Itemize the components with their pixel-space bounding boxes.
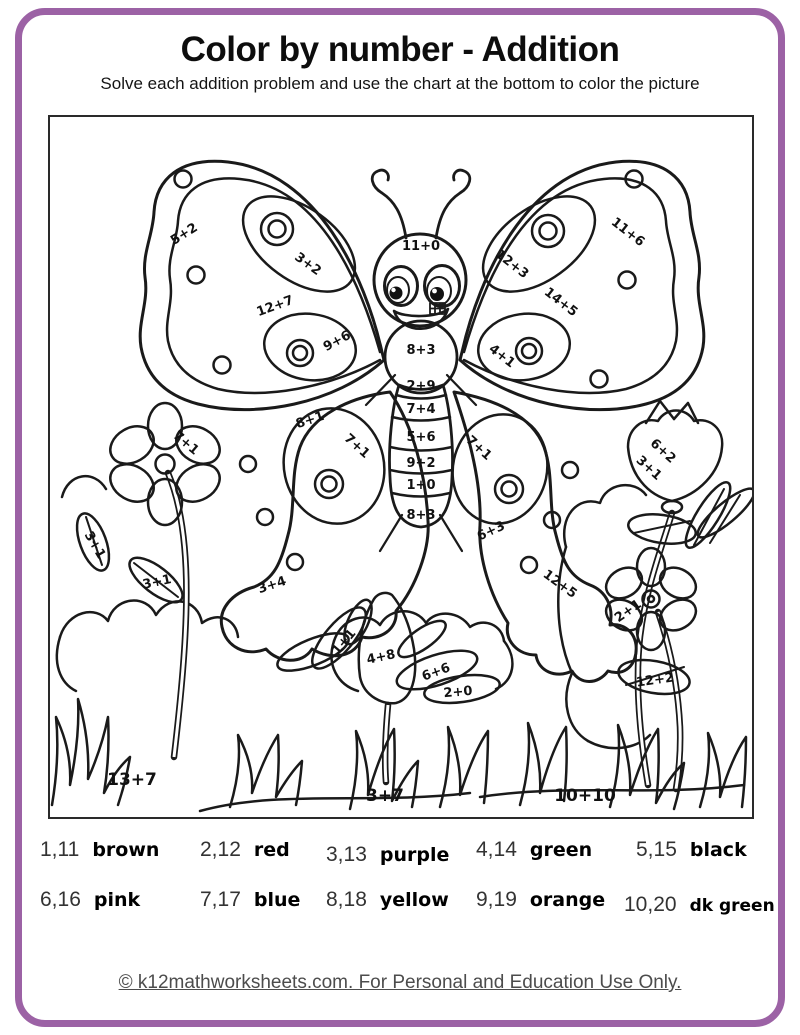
problem-label: 9+6 — [320, 328, 354, 355]
chart-cell — [326, 843, 449, 867]
problem-label: 8+3 — [406, 343, 436, 358]
chart-cell — [200, 888, 300, 912]
chart-numbers: 10,20 — [624, 893, 677, 916]
right-daisy-petals — [601, 548, 702, 650]
upper-left-wing — [140, 161, 384, 409]
chart-numbers: 3,13 — [326, 843, 367, 866]
left-daisy-petals — [104, 403, 227, 525]
chart-cell — [40, 838, 159, 862]
problem-label: 7+1 — [340, 431, 373, 462]
footer — [0, 972, 800, 994]
chart-color-name: green — [529, 839, 593, 861]
chart-cell — [326, 888, 449, 912]
problem-label: 6+6 — [419, 660, 453, 685]
problem-label: 12+5 — [539, 567, 580, 602]
chart-color-name: black — [689, 839, 747, 861]
problem-label: 3+1 — [141, 572, 173, 593]
problem-label: 8+1 — [294, 408, 327, 433]
problem-label: 3+4 — [256, 573, 289, 598]
problem-label: 12+2 — [635, 670, 675, 691]
problem-label: 5+2 — [168, 220, 201, 249]
antennae — [372, 170, 470, 238]
problem-label: 10+10 — [554, 786, 616, 806]
problem-label: 7+4 — [406, 402, 436, 417]
eyes — [385, 266, 460, 307]
upper-right-wing — [460, 161, 704, 409]
chart-numbers: 1,11 — [40, 838, 80, 861]
problem-label: 14+5 — [541, 284, 581, 321]
chart-color-name: purple — [379, 844, 450, 866]
butterfly-illustration — [50, 117, 752, 817]
chart-numbers: 6,16 — [40, 888, 81, 911]
coloring-picture-frame — [48, 115, 754, 819]
chart-color-name: blue — [253, 889, 301, 911]
problem-label: 6+3 — [474, 518, 508, 545]
lower-left-wing — [221, 392, 428, 660]
chart-numbers: 8,18 — [326, 888, 367, 911]
problem-label: 1+1 — [329, 626, 360, 659]
problem-label: 5+6 — [406, 430, 436, 445]
page-subtitle: Solve each addition problem and use the chart at the bottom to color the picture — [100, 74, 700, 93]
problem-label: 7+1 — [462, 433, 495, 464]
chart-color-name: pink — [93, 889, 141, 911]
footer-copyright-link[interactable]: © k12mathworksheets.com. For Personal and Education Use Only. — [118, 972, 682, 993]
problem-label: 11+0 — [401, 239, 441, 254]
chart-numbers: 7,17 — [200, 888, 241, 911]
problem-label: 3+7 — [366, 786, 404, 806]
problem-label: 8+3 — [406, 508, 436, 523]
chart-cell — [476, 838, 592, 862]
chart-numbers: 5,15 — [636, 838, 677, 861]
problem-label: 2+0 — [442, 683, 474, 702]
problem-label: 6+2 — [646, 436, 679, 467]
problem-label: 11+6 — [608, 214, 648, 251]
chart-cell — [476, 888, 605, 912]
problem-label: 12+7 — [254, 292, 296, 321]
problem-label: 3+2 — [291, 249, 324, 279]
color-chart — [0, 830, 800, 940]
chart-numbers: 2,12 — [200, 838, 241, 861]
problem-label: 4+1 — [485, 341, 518, 372]
problem-label: 3+1 — [632, 453, 665, 484]
problem-label: 2+1 — [612, 596, 645, 626]
chart-color-name: orange — [529, 889, 606, 911]
chart-color-name: red — [253, 839, 290, 861]
right-flowers — [601, 401, 752, 789]
problem-label: 13+7 — [107, 770, 157, 790]
page-title: Color by number - Addition — [180, 30, 620, 69]
chart-numbers: 9,19 — [476, 888, 517, 911]
chart-cell — [200, 838, 290, 862]
problem-label: 1+0 — [406, 478, 436, 493]
chart-color-name: yellow — [379, 889, 449, 911]
problem-label: 9+2 — [406, 456, 436, 471]
chart-cell — [636, 838, 747, 862]
chart-numbers: 4,14 — [476, 838, 517, 861]
chart-cell — [40, 888, 140, 912]
problem-label: 2+9 — [406, 379, 436, 394]
problem-label: 3+1 — [80, 528, 109, 562]
problem-label: 7+1 — [169, 428, 202, 459]
chart-color-name: dk green — [689, 896, 775, 916]
problem-label: 12+3 — [492, 246, 532, 283]
chart-color-name: brown — [92, 839, 160, 861]
chart-cell — [624, 893, 775, 917]
problem-label: 4+8 — [365, 647, 397, 668]
